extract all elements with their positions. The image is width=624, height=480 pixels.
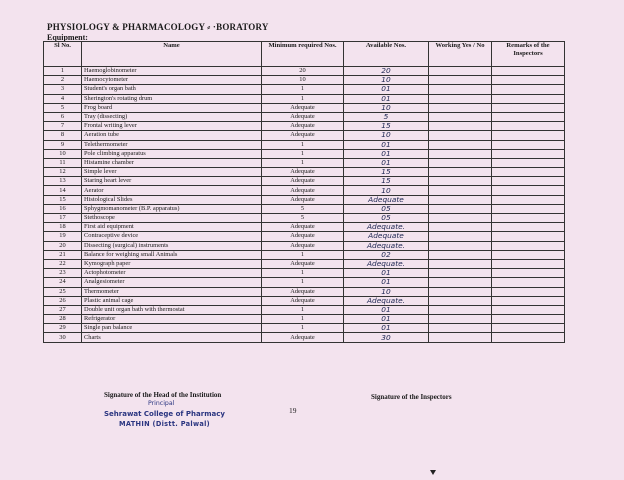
cell-available: Adequate <box>344 195 429 204</box>
table-row <box>44 223 565 232</box>
cell-name: Analgesiometer <box>82 278 262 287</box>
cell-available: 5 <box>344 112 429 121</box>
cell-sl-no: 3 <box>44 85 82 94</box>
cell-sl-no: 10 <box>44 149 82 158</box>
cell-sl-no: 27 <box>44 305 82 314</box>
cell-remarks <box>492 296 565 305</box>
cell-available: 15 <box>344 168 429 177</box>
cell-name: Sphygmomanometer (B.P. apparatus) <box>82 204 262 213</box>
cell-remarks <box>492 241 565 250</box>
col-header-name: Name <box>82 42 262 67</box>
cell-sl-no: 6 <box>44 112 82 121</box>
cell-remarks <box>492 259 565 268</box>
cell-available: 01 <box>344 94 429 103</box>
cell-minimum: 10 <box>262 76 344 85</box>
cell-name: Frog board <box>82 103 262 112</box>
cell-remarks <box>492 195 565 204</box>
cell-minimum: 1 <box>262 94 344 103</box>
cell-remarks <box>492 269 565 278</box>
cell-sl-no: 2 <box>44 76 82 85</box>
cell-available: 15 <box>344 122 429 131</box>
cell-available: 01 <box>344 149 429 158</box>
table-row <box>44 186 565 195</box>
cell-available: 01 <box>344 140 429 149</box>
cell-working <box>429 223 492 232</box>
cell-working <box>429 241 492 250</box>
inspector-signature-label: Signature of the Inspectors <box>371 393 452 401</box>
cell-sl-no: 15 <box>44 195 82 204</box>
cell-working <box>429 140 492 149</box>
cell-available: 01 <box>344 305 429 314</box>
cell-sl-no: 21 <box>44 250 82 259</box>
cell-name: Tray (dissecting) <box>82 112 262 121</box>
page-number: 19 <box>289 406 297 415</box>
cell-sl-no: 9 <box>44 140 82 149</box>
cell-minimum: 1 <box>262 315 344 324</box>
cell-remarks <box>492 103 565 112</box>
cell-name: Aeration tube <box>82 131 262 140</box>
cell-remarks <box>492 214 565 223</box>
cell-sl-no: 20 <box>44 241 82 250</box>
table-row <box>44 85 565 94</box>
cell-sl-no: 25 <box>44 287 82 296</box>
cell-sl-no: 24 <box>44 278 82 287</box>
head-signature-label: Signature of the Head of the Institution <box>104 391 222 399</box>
table-row <box>44 214 565 223</box>
cell-minimum: 1 <box>262 158 344 167</box>
cell-sl-no: 12 <box>44 168 82 177</box>
cell-minimum: 5 <box>262 204 344 213</box>
cell-working <box>429 259 492 268</box>
cell-remarks <box>492 112 565 121</box>
cell-remarks <box>492 131 565 140</box>
cell-minimum: 1 <box>262 305 344 314</box>
table-row <box>44 241 565 250</box>
cell-sl-no: 8 <box>44 131 82 140</box>
table-row <box>44 131 565 140</box>
cell-working <box>429 214 492 223</box>
cell-minimum: Adequate <box>262 103 344 112</box>
cell-working <box>429 177 492 186</box>
cell-working <box>429 112 492 121</box>
cell-name: Haemocytometer <box>82 76 262 85</box>
cell-minimum: Adequate <box>262 195 344 204</box>
cell-sl-no: 5 <box>44 103 82 112</box>
cell-minimum: 1 <box>262 278 344 287</box>
cell-remarks <box>492 287 565 296</box>
cell-remarks <box>492 204 565 213</box>
page-title: PHYSIOLOGY & PHARMACOLOGY ⸗ ·BORATORY <box>47 22 269 32</box>
table-row <box>44 76 565 85</box>
cell-sl-no: 16 <box>44 204 82 213</box>
cell-name: Simple lever <box>82 168 262 177</box>
cell-available: 10 <box>344 287 429 296</box>
cell-working <box>429 149 492 158</box>
table-row <box>44 94 565 103</box>
cell-working <box>429 94 492 103</box>
table-row <box>44 204 565 213</box>
cell-minimum: Adequate <box>262 296 344 305</box>
cell-sl-no: 13 <box>44 177 82 186</box>
cell-remarks <box>492 122 565 131</box>
cell-sl-no: 4 <box>44 94 82 103</box>
cell-remarks <box>492 333 565 342</box>
cell-minimum: Adequate <box>262 223 344 232</box>
cell-minimum: Adequate <box>262 122 344 131</box>
table-row <box>44 315 565 324</box>
table-row <box>44 122 565 131</box>
table-row <box>44 305 565 314</box>
cell-name: Histamine chamber <box>82 158 262 167</box>
cell-available: Adequate. <box>344 223 429 232</box>
cell-remarks <box>492 158 565 167</box>
cell-working <box>429 278 492 287</box>
cell-available: 10 <box>344 76 429 85</box>
cell-sl-no: 30 <box>44 333 82 342</box>
cell-name: Refrigerator <box>82 315 262 324</box>
cell-working <box>429 131 492 140</box>
cell-name: Pole climbing apparatus <box>82 149 262 158</box>
scan-mark <box>430 470 436 475</box>
cell-minimum: Adequate <box>262 241 344 250</box>
cell-minimum: Adequate <box>262 131 344 140</box>
cell-remarks <box>492 149 565 158</box>
table-row <box>44 168 565 177</box>
cell-name: Double unit organ bath with thermostat <box>82 305 262 314</box>
table-row <box>44 149 565 158</box>
cell-name: Stethoscope <box>82 214 262 223</box>
table-row <box>44 103 565 112</box>
cell-available: Adequate. <box>344 259 429 268</box>
table-row <box>44 287 565 296</box>
col-header-minimum: Minimum required Nos. <box>262 42 344 67</box>
cell-available: 10 <box>344 103 429 112</box>
table-row <box>44 232 565 241</box>
cell-working <box>429 315 492 324</box>
cell-available: 01 <box>344 315 429 324</box>
cell-minimum: Adequate <box>262 232 344 241</box>
cell-available: Adequate. <box>344 296 429 305</box>
cell-name: Student's organ bath <box>82 85 262 94</box>
cell-minimum: 1 <box>262 149 344 158</box>
cell-working <box>429 269 492 278</box>
cell-name: Balance for weighing small Animals <box>82 250 262 259</box>
cell-sl-no: 11 <box>44 158 82 167</box>
cell-available: 10 <box>344 186 429 195</box>
cell-name: Frontal writing lever <box>82 122 262 131</box>
cell-sl-no: 28 <box>44 315 82 324</box>
cell-minimum: Adequate <box>262 168 344 177</box>
cell-remarks <box>492 223 565 232</box>
cell-remarks <box>492 76 565 85</box>
cell-name: First aid equipment <box>82 223 262 232</box>
cell-working <box>429 305 492 314</box>
cell-name: Haemoglobinometer <box>82 67 262 76</box>
cell-name: Plastic animal cage <box>82 296 262 305</box>
place-stamp: MATHIN (Distt. Palwal) <box>119 420 210 428</box>
cell-name: Thermometer <box>82 287 262 296</box>
cell-minimum: 1 <box>262 140 344 149</box>
cell-remarks <box>492 177 565 186</box>
cell-sl-no: 7 <box>44 122 82 131</box>
cell-minimum: Adequate <box>262 186 344 195</box>
cell-available: 01 <box>344 324 429 333</box>
cell-name: Contraceptive device <box>82 232 262 241</box>
cell-available: 05 <box>344 204 429 213</box>
cell-minimum: Adequate <box>262 333 344 342</box>
cell-sl-no: 26 <box>44 296 82 305</box>
cell-working <box>429 232 492 241</box>
cell-minimum: 20 <box>262 67 344 76</box>
cell-name: Charts <box>82 333 262 342</box>
cell-available: 02 <box>344 250 429 259</box>
cell-available: 01 <box>344 278 429 287</box>
cell-working <box>429 287 492 296</box>
cell-working <box>429 103 492 112</box>
cell-working <box>429 67 492 76</box>
cell-available: 01 <box>344 158 429 167</box>
cell-sl-no: 14 <box>44 186 82 195</box>
cell-remarks <box>492 186 565 195</box>
cell-remarks <box>492 140 565 149</box>
principal-stamp: Principal <box>148 400 175 407</box>
table-row <box>44 296 565 305</box>
cell-working <box>429 296 492 305</box>
cell-sl-no: 23 <box>44 269 82 278</box>
cell-working <box>429 204 492 213</box>
cell-minimum: Adequate <box>262 177 344 186</box>
table-row <box>44 67 565 76</box>
table-row <box>44 259 565 268</box>
table-row <box>44 278 565 287</box>
cell-available: Adequate. <box>344 241 429 250</box>
cell-available: Adequate <box>344 232 429 241</box>
cell-remarks <box>492 232 565 241</box>
cell-remarks <box>492 305 565 314</box>
cell-remarks <box>492 85 565 94</box>
cell-working <box>429 158 492 167</box>
cell-remarks <box>492 324 565 333</box>
cell-name: Actophotometer <box>82 269 262 278</box>
cell-name: Kymograph paper <box>82 259 262 268</box>
cell-minimum: 1 <box>262 324 344 333</box>
cell-remarks <box>492 94 565 103</box>
cell-working <box>429 250 492 259</box>
cell-working <box>429 122 492 131</box>
cell-sl-no: 19 <box>44 232 82 241</box>
cell-remarks <box>492 250 565 259</box>
section-label: Equipment: <box>47 33 88 42</box>
cell-sl-no: 18 <box>44 223 82 232</box>
table-body <box>44 67 565 343</box>
cell-sl-no: 29 <box>44 324 82 333</box>
table-row <box>44 324 565 333</box>
cell-name: Dissecting (surgical) instruments <box>82 241 262 250</box>
col-header-available: Available Nos. <box>344 42 429 67</box>
cell-working <box>429 76 492 85</box>
table-row <box>44 112 565 121</box>
col-header-sl-no: Sl No. <box>44 42 82 67</box>
cell-minimum: 5 <box>262 214 344 223</box>
table-row <box>44 158 565 167</box>
col-header-remarks: Remarks of the Inspectors <box>492 42 565 67</box>
cell-available: 10 <box>344 131 429 140</box>
college-stamp: Sehrawat College of Pharmacy <box>104 410 225 418</box>
cell-available: 30 <box>344 333 429 342</box>
cell-sl-no: 17 <box>44 214 82 223</box>
cell-remarks <box>492 278 565 287</box>
table-row <box>44 140 565 149</box>
cell-sl-no: 1 <box>44 67 82 76</box>
cell-available: 05 <box>344 214 429 223</box>
cell-minimum: Adequate <box>262 287 344 296</box>
cell-available: 15 <box>344 177 429 186</box>
cell-name: Histological Slides <box>82 195 262 204</box>
cell-minimum: 1 <box>262 269 344 278</box>
cell-available: 20 <box>344 67 429 76</box>
cell-available: 01 <box>344 85 429 94</box>
cell-minimum: 1 <box>262 250 344 259</box>
equipment-table <box>43 41 565 343</box>
cell-working <box>429 324 492 333</box>
cell-working <box>429 186 492 195</box>
cell-name: Sherington's rotating drum <box>82 94 262 103</box>
cell-minimum: Adequate <box>262 112 344 121</box>
cell-working <box>429 195 492 204</box>
cell-available: 01 <box>344 269 429 278</box>
cell-sl-no: 22 <box>44 259 82 268</box>
cell-name: Telethermometer <box>82 140 262 149</box>
cell-remarks <box>492 67 565 76</box>
table-row <box>44 269 565 278</box>
table-row <box>44 333 565 342</box>
cell-minimum: Adequate <box>262 259 344 268</box>
col-header-working: Working Yes / No <box>429 42 492 67</box>
cell-working <box>429 168 492 177</box>
table-row <box>44 195 565 204</box>
cell-minimum: 1 <box>262 85 344 94</box>
cell-remarks <box>492 315 565 324</box>
cell-name: Aerator <box>82 186 262 195</box>
cell-name: Staring heart lever <box>82 177 262 186</box>
table-row <box>44 250 565 259</box>
cell-remarks <box>492 168 565 177</box>
cell-working <box>429 85 492 94</box>
cell-name: Single pan balance <box>82 324 262 333</box>
cell-working <box>429 333 492 342</box>
table-row <box>44 177 565 186</box>
table-header-row <box>44 42 565 67</box>
